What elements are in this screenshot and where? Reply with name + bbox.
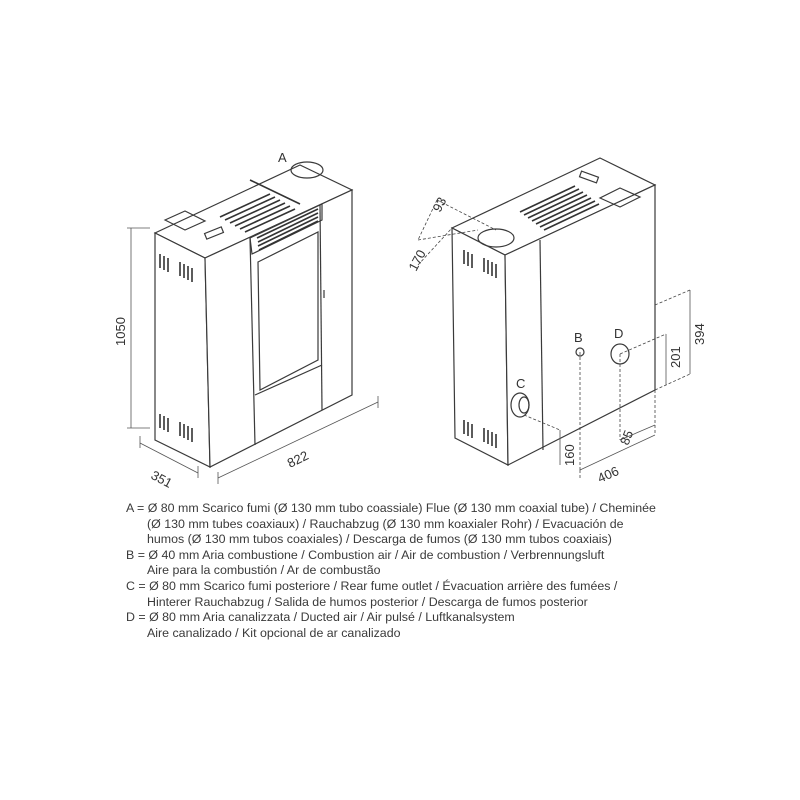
legend-line: Aire canalizado / Kit opcional de ar canalizado (147, 625, 401, 640)
dim-rear-394: 394 (692, 323, 707, 345)
label-c: C (516, 376, 526, 391)
legend (126, 501, 776, 641)
legend-line: Hinterer Rauchabzug / Salida de humos posterior / Descarga de fumos posterior (147, 594, 588, 609)
legend-line: D = Ø 80 mm Aria canalizzata / Ducted air / Air pulsé / Luftkanalsystem (126, 610, 515, 625)
dim-rear-201: 201 (668, 346, 683, 368)
legend-line: (Ø 130 mm tubes coaxiaux) / Rauchabzug (Ø 130 mm koaxialer Rohr) / Evacuación de (147, 516, 624, 531)
label-a: A (278, 150, 287, 165)
dim-rear-170: 170 (405, 247, 429, 274)
dim-depth: 351 (148, 467, 175, 491)
label-b: B (574, 330, 583, 345)
dim-height: 1050 (113, 317, 128, 346)
front-view-stove (113, 150, 378, 491)
dim-rear-93: 93 (429, 194, 450, 215)
dim-width: 822 (284, 447, 311, 471)
label-d: D (614, 326, 624, 341)
legend-line: humos (Ø 130 mm tubos coaxiales) / Descarga de fumos (Ø 130 mm tubos coaxiais) (147, 532, 612, 547)
legend-line: Aire para la combustión / Ar de combustão (147, 563, 381, 578)
rear-view-stove (405, 158, 707, 486)
dim-rear-406: 406 (595, 463, 622, 486)
legend-line: C = Ø 80 mm Scarico fumi posteriore / Rear fume outlet / Évacuation arrière des fumées / (126, 578, 618, 593)
legend-line: B = Ø 40 mm Aria combustione / Combustion air / Air de combustion / Verbrennungsluft (126, 547, 605, 562)
dim-rear-160: 160 (562, 444, 577, 466)
legend-line: A = Ø 80 mm Scarico fumi (Ø 130 mm tubo coassiale) Flue (Ø 130 mm coaxial tube) / Cheminée (126, 501, 656, 515)
dim-rear-85: 85 (616, 428, 637, 448)
